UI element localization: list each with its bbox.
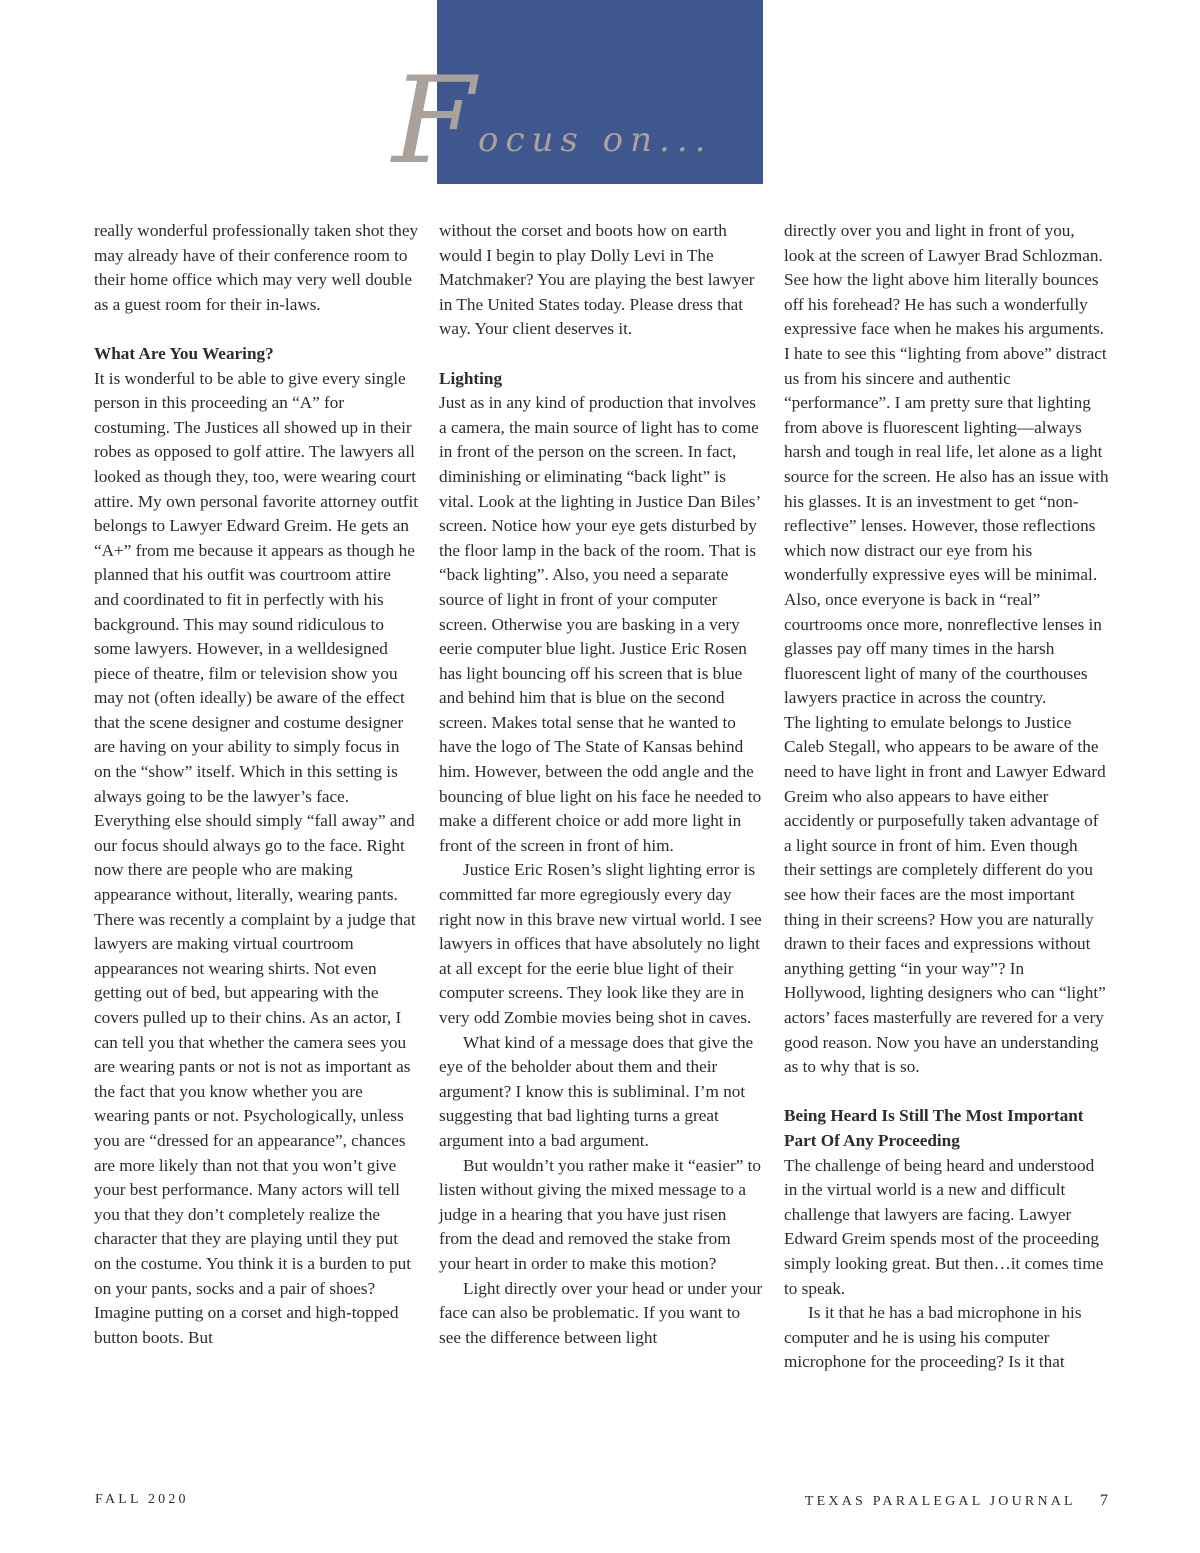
article-column-2 <box>439 219 764 1350</box>
paragraph: directly over you and light in front of you, look at the screen of Lawyer Brad Schlozman. See how the light above him literally bounces off his forehead? He has such a wonderfully expressive face when he makes his arguments. I hate to see this “lighting from above” distract us from his sincere and authentic “performance”. I am pretty sure that lighting from above is fluorescent lighting—always harsh and tough in real life, let alone as a light source for the screen. He also has an issue with his glasses. It is an investment to get “non-reflective” lenses. However, those reflections which now distract our eye from his wonderfully expressive eyes will be minimal. Also, once everyone is back in “real” courtrooms once more, nonreflective lenses in glasses pay off many times in the harsh fluorescent light of many of the courthouses lawyers practice in across the country. <box>784 221 1109 708</box>
article-column-1 <box>94 219 419 1350</box>
paragraph: It is wonderful to be able to give every single person in this proceeding an “A” for costuming. The Justices all showed up in their robes as opposed to golf attire. The lawyers all looked as though they, too, were wearing court attire. My own personal favorite attorney outfit belongs to Lawyer Edward Greim. He gets an “A+” from me because it appears as though he planned that his outfit was courtroom attire and coordinated to fit in perfectly with his background. This may sound ridiculous to some lawyers. However, in a welldesigned piece of theatre, film or television show you may not (often ideally) be aware of the effect that the scene designer and costume designer are having on your ability to simply focus in on the “show” itself. Which in this setting is always going to be the lawyer’s face. Everything else should simply “fall away” and our focus should always go to the face. Right now there are people who are making appearance without, literally, wearing pants. There was recently a complaint by a judge that lawyers are making virtual courtroom appearances not wearing shirts. Not even getting out of bed, but appearing with the covers pulled up to their chins. As an actor, I can tell you that whether the camera sees you are wearing pants or not is not as important as the fact that you know whether you are wearing pants or not. Psychologically, unless you are “dressed for an appearance”, chances are more likely than not that you won’t give your best performance. Many actors will tell you that they don’t completely realize the character that they are playing until they put on the costume. You think it is a burden to put on your pants, socks and a pair of shoes? Imagine putting on a corset and high-topped button boots. But <box>94 368 419 1347</box>
paragraph: What kind of a message does that give the eye of the beholder about them and their argument? I know this is subliminal. I’m not suggesting that bad lighting turns a great argument into a bad argument. <box>439 1032 754 1150</box>
paragraph: really wonderful professionally taken shot they may already have of their conference room to their home office which may very well double as a guest room for their in-laws. <box>94 221 419 314</box>
paragraph: without the corset and boots how on earth would I begin to play Dolly Levi in The Matchmaker? You are playing the best lawyer in The United States today. Please dress that way. Your client deserves it. <box>439 221 755 339</box>
section-title-initial: F <box>392 52 476 191</box>
footer-publication <box>782 1492 1108 1510</box>
paragraph: Just as in any kind of production that involves a camera, the main source of light has to come in front of the person on the screen. In fact, diminishing or eliminating “back light” is vital. Look at the lighting in Justice Dan Biles’ screen. Notice how your eye gets disturbed by the floor lamp in the back of the room. That is “back lighting”. Also, you need a separate source of light in front of your computer screen. Otherwise you are basking in a very eerie computer blue light. Justice Eric Rosen has light bouncing off his screen that is blue and behind him that is blue on the second screen. Makes total sense that he wanted to have the logo of The State of Kansas behind him. However, between the odd angle and the bouncing of blue light on his face he needed to make a different choice or add more light in front of the screen in front of him. <box>439 393 762 855</box>
section-title-rest: ocus on... <box>478 120 713 160</box>
page-number: 7 <box>1100 1492 1108 1509</box>
paragraph: But wouldn’t you rather make it “easier” to listen without giving the mixed message to a judge in a hearing that you have just risen from the dead and removed the stake from your heart in order to make this motion? <box>439 1155 761 1273</box>
subheading-lighting: Lighting <box>439 368 503 388</box>
footer-journal-name: TEXAS PARALEGAL JOURNAL <box>804 1494 1076 1509</box>
section-title <box>390 52 810 202</box>
paragraph: The challenge of being heard and understood in the virtual world is a new and difficult challenge that lawyers are facing. Lawyer Edward Greim spends most of the proceeding simply looking great. But then…it comes time to speak. <box>784 1155 1104 1298</box>
footer-issue: FALL 2020 <box>95 1492 189 1507</box>
paragraph: The lighting to emulate belongs to Justice Caleb Stegall, who appears to be aware of the need to have light in front and Lawyer Edward Greim who also appears to have either accidently or purposefully taken advantage of a light source in front of him. Even though their settings are completely different do you see how their faces are the most important thing in their screens? How you are naturally drawn to their faces and expressions without anything getting “in your way”? In Hollywood, lighting designers who can “light” actors’ faces masterfully are revered for a very good reason. Now you have an understanding as to why that is so. <box>784 712 1106 1077</box>
paragraph: Justice Eric Rosen’s slight lighting error is committed far more egregiously every day right now in this brave new virtual world. I see lawyers in offices that have absolutely no light at all except for the eerie blue light of their computer screens. They look like they are in very odd Zombie movies being shot in caves. <box>439 860 762 1027</box>
paragraph: Light directly over your head or under your face can also be problematic. If you want to see the difference between light <box>439 1278 763 1347</box>
subheading-wearing: What Are You Wearing? <box>94 343 274 363</box>
article-column-3 <box>784 219 1109 1375</box>
subheading-being-heard: Being Heard Is Still The Most Important Part Of Any Proceeding <box>784 1106 1084 1150</box>
paragraph: Is it that he has a bad microphone in his computer and he is using his computer microphone for the proceeding? Is it that <box>784 1303 1082 1372</box>
